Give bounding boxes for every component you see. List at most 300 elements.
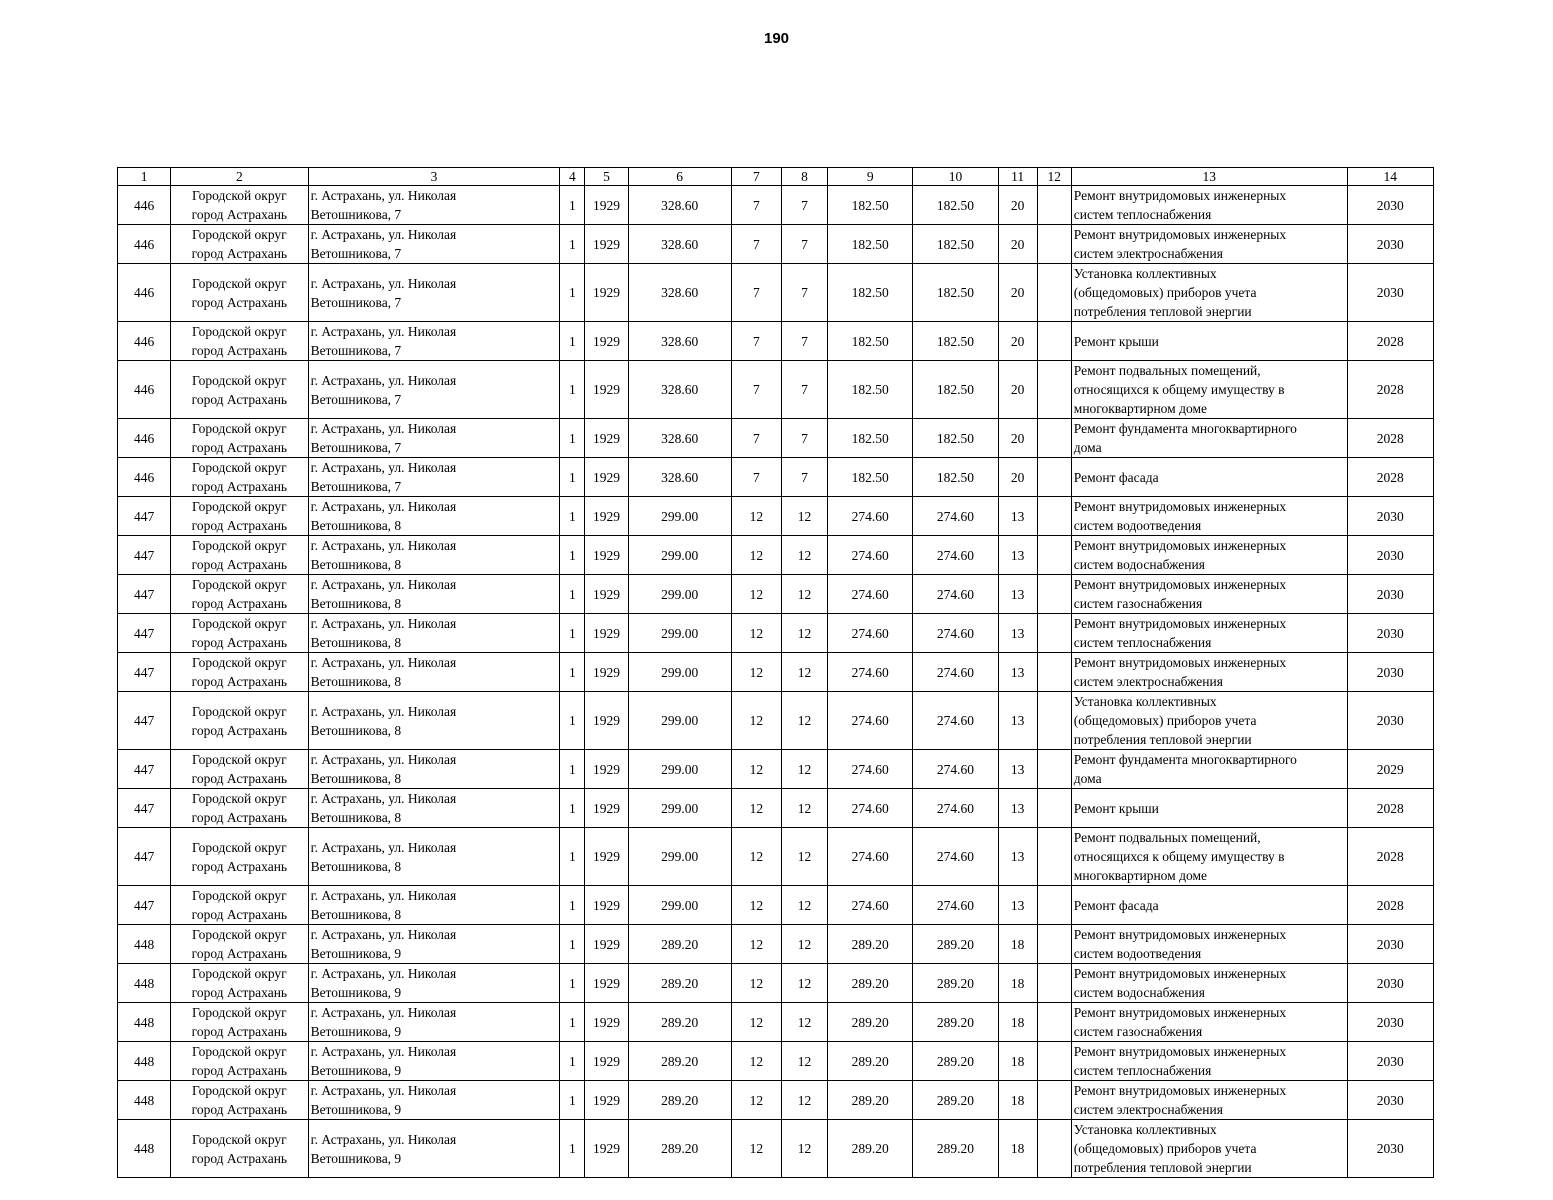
work-type-cell: Ремонт внутридомовых инженерных систем электроснабжения (1071, 1081, 1347, 1120)
address-cell: г. Астрахань, ул. Николая Ветошникова, 8 (308, 789, 560, 828)
build-year-cell: 1929 (585, 692, 628, 750)
column-4-cell: 1 (560, 653, 585, 692)
column-4-cell: 1 (560, 1042, 585, 1081)
municipality-cell: Городской округ город Астрахань (171, 1003, 308, 1042)
column-12-cell (1037, 264, 1071, 322)
planned-year-cell: 2030 (1347, 264, 1433, 322)
total-area-cell: 289.20 (628, 1003, 731, 1042)
build-year-cell: 1929 (585, 186, 628, 225)
column-10-cell: 182.50 (913, 225, 998, 264)
column-header: 11 (998, 168, 1037, 186)
column-8-cell: 12 (781, 653, 827, 692)
column-10-cell: 274.60 (913, 653, 998, 692)
address-cell: г. Астрахань, ул. Николая Ветошникова, 8 (308, 828, 560, 886)
row-number-cell: 446 (118, 186, 171, 225)
column-10-cell: 274.60 (913, 828, 998, 886)
column-8-cell: 12 (781, 1120, 827, 1178)
work-type-cell: Ремонт фасада (1071, 458, 1347, 497)
column-8-cell: 12 (781, 886, 827, 925)
column-12-cell (1037, 1003, 1071, 1042)
total-area-cell: 299.00 (628, 536, 731, 575)
address-cell: г. Астрахань, ул. Николая Ветошникова, 8 (308, 614, 560, 653)
column-4-cell: 1 (560, 264, 585, 322)
column-11-cell: 18 (998, 1003, 1037, 1042)
total-area-cell: 299.00 (628, 653, 731, 692)
column-12-cell (1037, 653, 1071, 692)
column-10-cell: 274.60 (913, 614, 998, 653)
build-year-cell: 1929 (585, 925, 628, 964)
column-7-cell: 12 (731, 692, 781, 750)
municipality-cell: Городской округ город Астрахань (171, 575, 308, 614)
address-cell: г. Астрахань, ул. Николая Ветошникова, 8 (308, 536, 560, 575)
column-7-cell: 7 (731, 264, 781, 322)
municipality-cell: Городской округ город Астрахань (171, 1120, 308, 1178)
column-8-cell: 12 (781, 964, 827, 1003)
build-year-cell: 1929 (585, 536, 628, 575)
column-7-cell: 12 (731, 925, 781, 964)
address-cell: г. Астрахань, ул. Николая Ветошникова, 9 (308, 964, 560, 1003)
column-10-cell: 182.50 (913, 186, 998, 225)
address-cell: г. Астрахань, ул. Николая Ветошникова, 9 (308, 1003, 560, 1042)
work-type-cell: Ремонт внутридомовых инженерных систем водоснабжения (1071, 536, 1347, 575)
column-4-cell: 1 (560, 925, 585, 964)
column-7-cell: 12 (731, 1042, 781, 1081)
column-11-cell: 20 (998, 322, 1037, 361)
build-year-cell: 1929 (585, 225, 628, 264)
column-11-cell: 20 (998, 264, 1037, 322)
column-header: 4 (560, 168, 585, 186)
column-11-cell: 20 (998, 458, 1037, 497)
planned-year-cell: 2028 (1347, 419, 1433, 458)
column-header: 2 (171, 168, 308, 186)
row-number-cell: 446 (118, 322, 171, 361)
column-4-cell: 1 (560, 536, 585, 575)
address-cell: г. Астрахань, ул. Николая Ветошникова, 7 (308, 186, 560, 225)
total-area-cell: 299.00 (628, 614, 731, 653)
planned-year-cell: 2030 (1347, 925, 1433, 964)
column-9-cell: 289.20 (828, 1003, 913, 1042)
work-type-cell: Ремонт крыши (1071, 322, 1347, 361)
table-row (118, 186, 1434, 225)
total-area-cell: 299.00 (628, 886, 731, 925)
column-7-cell: 7 (731, 361, 781, 419)
column-11-cell: 18 (998, 964, 1037, 1003)
column-header: 7 (731, 168, 781, 186)
planned-year-cell: 2028 (1347, 789, 1433, 828)
column-12-cell (1037, 925, 1071, 964)
column-7-cell: 7 (731, 458, 781, 497)
column-11-cell: 20 (998, 225, 1037, 264)
column-11-cell: 13 (998, 653, 1037, 692)
column-11-cell: 13 (998, 828, 1037, 886)
table-row (118, 322, 1434, 361)
row-number-cell: 448 (118, 1003, 171, 1042)
planned-year-cell: 2030 (1347, 186, 1433, 225)
build-year-cell: 1929 (585, 361, 628, 419)
column-12-cell (1037, 1042, 1071, 1081)
table-row (118, 1081, 1434, 1120)
build-year-cell: 1929 (585, 1042, 628, 1081)
column-12-cell (1037, 575, 1071, 614)
table-row (118, 614, 1434, 653)
work-type-cell: Ремонт внутридомовых инженерных систем электроснабжения (1071, 653, 1347, 692)
column-4-cell: 1 (560, 419, 585, 458)
column-7-cell: 7 (731, 419, 781, 458)
column-12-cell (1037, 614, 1071, 653)
column-4-cell: 1 (560, 225, 585, 264)
column-8-cell: 12 (781, 497, 827, 536)
column-4-cell: 1 (560, 361, 585, 419)
table-row (118, 964, 1434, 1003)
planned-year-cell: 2028 (1347, 361, 1433, 419)
column-12-cell (1037, 225, 1071, 264)
planned-year-cell: 2028 (1347, 458, 1433, 497)
municipality-cell: Городской округ город Астрахань (171, 828, 308, 886)
municipality-cell: Городской округ город Астрахань (171, 264, 308, 322)
build-year-cell: 1929 (585, 1003, 628, 1042)
row-number-cell: 447 (118, 886, 171, 925)
planned-year-cell: 2028 (1347, 322, 1433, 361)
column-8-cell: 7 (781, 458, 827, 497)
address-cell: г. Астрахань, ул. Николая Ветошникова, 7 (308, 419, 560, 458)
column-4-cell: 1 (560, 828, 585, 886)
column-9-cell: 274.60 (828, 692, 913, 750)
column-10-cell: 182.50 (913, 322, 998, 361)
column-8-cell: 12 (781, 1003, 827, 1042)
table-row (118, 789, 1434, 828)
column-7-cell: 12 (731, 536, 781, 575)
column-header: 5 (585, 168, 628, 186)
column-10-cell: 182.50 (913, 458, 998, 497)
total-area-cell: 328.60 (628, 458, 731, 497)
address-cell: г. Астрахань, ул. Николая Ветошникова, 9 (308, 1120, 560, 1178)
table-row (118, 828, 1434, 886)
column-4-cell: 1 (560, 186, 585, 225)
municipality-cell: Городской округ город Астрахань (171, 225, 308, 264)
municipality-cell: Городской округ город Астрахань (171, 322, 308, 361)
planned-year-cell: 2030 (1347, 653, 1433, 692)
column-12-cell (1037, 536, 1071, 575)
column-8-cell: 7 (781, 225, 827, 264)
column-4-cell: 1 (560, 575, 585, 614)
address-cell: г. Астрахань, ул. Николая Ветошникова, 9 (308, 1042, 560, 1081)
column-12-cell (1037, 789, 1071, 828)
work-type-cell: Ремонт фасада (1071, 886, 1347, 925)
column-9-cell: 274.60 (828, 536, 913, 575)
build-year-cell: 1929 (585, 1120, 628, 1178)
column-12-cell (1037, 322, 1071, 361)
repair-schedule-table (117, 167, 1434, 1178)
municipality-cell: Городской округ город Астрахань (171, 886, 308, 925)
work-type-cell: Ремонт внутридомовых инженерных систем теплоснабжения (1071, 614, 1347, 653)
table-row (118, 750, 1434, 789)
work-type-cell: Ремонт внутридомовых инженерных систем водоотведения (1071, 497, 1347, 536)
row-number-cell: 447 (118, 614, 171, 653)
address-cell: г. Астрахань, ул. Николая Ветошникова, 7 (308, 225, 560, 264)
column-11-cell: 18 (998, 1081, 1037, 1120)
column-4-cell: 1 (560, 614, 585, 653)
column-10-cell: 289.20 (913, 1081, 998, 1120)
table-row (118, 925, 1434, 964)
total-area-cell: 289.20 (628, 1120, 731, 1178)
total-area-cell: 299.00 (628, 497, 731, 536)
column-7-cell: 12 (731, 1081, 781, 1120)
municipality-cell: Городской округ город Астрахань (171, 361, 308, 419)
build-year-cell: 1929 (585, 575, 628, 614)
column-10-cell: 274.60 (913, 497, 998, 536)
column-8-cell: 12 (781, 692, 827, 750)
row-number-cell: 448 (118, 964, 171, 1003)
municipality-cell: Городской округ город Астрахань (171, 1042, 308, 1081)
column-12-cell (1037, 750, 1071, 789)
row-number-cell: 447 (118, 828, 171, 886)
row-number-cell: 447 (118, 750, 171, 789)
column-7-cell: 12 (731, 886, 781, 925)
column-4-cell: 1 (560, 886, 585, 925)
table-row (118, 886, 1434, 925)
column-7-cell: 12 (731, 964, 781, 1003)
row-number-cell: 446 (118, 458, 171, 497)
column-11-cell: 13 (998, 886, 1037, 925)
table-row (118, 458, 1434, 497)
column-header: 8 (781, 168, 827, 186)
work-type-cell: Ремонт внутридомовых инженерных систем теплоснабжения (1071, 1042, 1347, 1081)
column-9-cell: 182.50 (828, 419, 913, 458)
column-9-cell: 274.60 (828, 653, 913, 692)
build-year-cell: 1929 (585, 750, 628, 789)
column-9-cell: 182.50 (828, 322, 913, 361)
column-11-cell: 18 (998, 1120, 1037, 1178)
work-type-cell: Установка коллективных (общедомовых) приборов учета потребления тепловой энергии (1071, 264, 1347, 322)
work-type-cell: Установка коллективных (общедомовых) приборов учета потребления тепловой энергии (1071, 692, 1347, 750)
total-area-cell: 299.00 (628, 575, 731, 614)
address-cell: г. Астрахань, ул. Николая Ветошникова, 8 (308, 575, 560, 614)
table-row (118, 1042, 1434, 1081)
row-number-cell: 447 (118, 497, 171, 536)
column-header: 10 (913, 168, 998, 186)
column-7-cell: 12 (731, 1120, 781, 1178)
planned-year-cell: 2030 (1347, 536, 1433, 575)
total-area-cell: 328.60 (628, 419, 731, 458)
total-area-cell: 289.20 (628, 1042, 731, 1081)
total-area-cell: 299.00 (628, 789, 731, 828)
column-9-cell: 182.50 (828, 225, 913, 264)
column-8-cell: 7 (781, 186, 827, 225)
column-11-cell: 13 (998, 497, 1037, 536)
work-type-cell: Ремонт подвальных помещений, относящихся к общему имуществу в многоквартирном доме (1071, 361, 1347, 419)
row-number-cell: 448 (118, 1042, 171, 1081)
build-year-cell: 1929 (585, 1081, 628, 1120)
work-type-cell: Ремонт внутридомовых инженерных систем газоснабжения (1071, 1003, 1347, 1042)
column-9-cell: 289.20 (828, 925, 913, 964)
municipality-cell: Городской округ город Астрахань (171, 186, 308, 225)
build-year-cell: 1929 (585, 497, 628, 536)
total-area-cell: 289.20 (628, 1081, 731, 1120)
row-number-cell: 446 (118, 361, 171, 419)
row-number-cell: 447 (118, 789, 171, 828)
column-9-cell: 274.60 (828, 828, 913, 886)
planned-year-cell: 2030 (1347, 225, 1433, 264)
planned-year-cell: 2030 (1347, 497, 1433, 536)
column-header: 3 (308, 168, 560, 186)
address-cell: г. Астрахань, ул. Николая Ветошникова, 9 (308, 925, 560, 964)
row-number-cell: 447 (118, 575, 171, 614)
column-12-cell (1037, 186, 1071, 225)
column-8-cell: 12 (781, 1042, 827, 1081)
address-cell: г. Астрахань, ул. Николая Ветошникова, 8 (308, 497, 560, 536)
column-11-cell: 20 (998, 419, 1037, 458)
table-header-row (118, 168, 1434, 186)
work-type-cell: Ремонт внутридомовых инженерных систем теплоснабжения (1071, 186, 1347, 225)
column-8-cell: 12 (781, 750, 827, 789)
column-4-cell: 1 (560, 789, 585, 828)
page-number: 190 (763, 30, 790, 47)
column-4-cell: 1 (560, 750, 585, 789)
municipality-cell: Городской округ город Астрахань (171, 964, 308, 1003)
table-row (118, 536, 1434, 575)
row-number-cell: 448 (118, 925, 171, 964)
column-header: 1 (118, 168, 171, 186)
total-area-cell: 299.00 (628, 692, 731, 750)
municipality-cell: Городской округ город Астрахань (171, 925, 308, 964)
total-area-cell: 299.00 (628, 828, 731, 886)
column-12-cell (1037, 886, 1071, 925)
table-row (118, 1003, 1434, 1042)
column-10-cell: 289.20 (913, 1120, 998, 1178)
total-area-cell: 328.60 (628, 225, 731, 264)
column-8-cell: 12 (781, 925, 827, 964)
column-8-cell: 12 (781, 789, 827, 828)
column-4-cell: 1 (560, 1003, 585, 1042)
column-9-cell: 274.60 (828, 886, 913, 925)
build-year-cell: 1929 (585, 789, 628, 828)
column-header: 12 (1037, 168, 1071, 186)
column-8-cell: 7 (781, 419, 827, 458)
build-year-cell: 1929 (585, 419, 628, 458)
column-11-cell: 13 (998, 789, 1037, 828)
address-cell: г. Астрахань, ул. Николая Ветошникова, 7 (308, 361, 560, 419)
build-year-cell: 1929 (585, 886, 628, 925)
row-number-cell: 446 (118, 419, 171, 458)
column-7-cell: 12 (731, 653, 781, 692)
column-8-cell: 12 (781, 1081, 827, 1120)
column-10-cell: 289.20 (913, 925, 998, 964)
column-10-cell: 182.50 (913, 419, 998, 458)
column-7-cell: 12 (731, 750, 781, 789)
planned-year-cell: 2028 (1347, 828, 1433, 886)
column-11-cell: 20 (998, 361, 1037, 419)
table-row (118, 575, 1434, 614)
municipality-cell: Городской округ город Астрахань (171, 750, 308, 789)
column-4-cell: 1 (560, 322, 585, 361)
column-9-cell: 289.20 (828, 964, 913, 1003)
table-row (118, 225, 1434, 264)
column-header: 14 (1347, 168, 1433, 186)
address-cell: г. Астрахань, ул. Николая Ветошникова, 8 (308, 750, 560, 789)
column-12-cell (1037, 1120, 1071, 1178)
work-type-cell: Ремонт фундамента многоквартирного дома (1071, 750, 1347, 789)
work-type-cell: Ремонт подвальных помещений, относящихся к общему имуществу в многоквартирном доме (1071, 828, 1347, 886)
address-cell: г. Астрахань, ул. Николая Ветошникова, 8 (308, 692, 560, 750)
total-area-cell: 299.00 (628, 750, 731, 789)
column-header: 13 (1071, 168, 1347, 186)
column-9-cell: 274.60 (828, 614, 913, 653)
planned-year-cell: 2030 (1347, 1081, 1433, 1120)
column-8-cell: 12 (781, 614, 827, 653)
row-number-cell: 447 (118, 536, 171, 575)
planned-year-cell: 2030 (1347, 1120, 1433, 1178)
build-year-cell: 1929 (585, 322, 628, 361)
address-cell: г. Астрахань, ул. Николая Ветошникова, 8 (308, 886, 560, 925)
column-11-cell: 13 (998, 575, 1037, 614)
table-row (118, 361, 1434, 419)
municipality-cell: Городской округ город Астрахань (171, 692, 308, 750)
column-10-cell: 274.60 (913, 750, 998, 789)
row-number-cell: 446 (118, 264, 171, 322)
row-number-cell: 448 (118, 1120, 171, 1178)
column-4-cell: 1 (560, 964, 585, 1003)
column-8-cell: 12 (781, 575, 827, 614)
build-year-cell: 1929 (585, 458, 628, 497)
column-9-cell: 182.50 (828, 458, 913, 497)
build-year-cell: 1929 (585, 964, 628, 1003)
column-8-cell: 7 (781, 361, 827, 419)
column-11-cell: 13 (998, 750, 1037, 789)
build-year-cell: 1929 (585, 653, 628, 692)
planned-year-cell: 2030 (1347, 692, 1433, 750)
column-9-cell: 182.50 (828, 186, 913, 225)
column-9-cell: 274.60 (828, 750, 913, 789)
table-row (118, 497, 1434, 536)
column-9-cell: 274.60 (828, 575, 913, 614)
planned-year-cell: 2028 (1347, 886, 1433, 925)
column-7-cell: 12 (731, 828, 781, 886)
planned-year-cell: 2030 (1347, 614, 1433, 653)
column-7-cell: 7 (731, 225, 781, 264)
municipality-cell: Городской округ город Астрахань (171, 458, 308, 497)
column-10-cell: 274.60 (913, 536, 998, 575)
municipality-cell: Городской округ город Астрахань (171, 419, 308, 458)
column-9-cell: 182.50 (828, 361, 913, 419)
work-type-cell: Ремонт внутридомовых инженерных систем электроснабжения (1071, 225, 1347, 264)
column-8-cell: 7 (781, 322, 827, 361)
column-9-cell: 289.20 (828, 1120, 913, 1178)
work-type-cell: Ремонт внутридомовых инженерных систем водоотведения (1071, 925, 1347, 964)
planned-year-cell: 2030 (1347, 1003, 1433, 1042)
municipality-cell: Городской округ город Астрахань (171, 536, 308, 575)
address-cell: г. Астрахань, ул. Николая Ветошникова, 7 (308, 458, 560, 497)
column-7-cell: 12 (731, 614, 781, 653)
column-9-cell: 274.60 (828, 497, 913, 536)
build-year-cell: 1929 (585, 828, 628, 886)
column-12-cell (1037, 458, 1071, 497)
column-header: 9 (828, 168, 913, 186)
column-11-cell: 18 (998, 925, 1037, 964)
row-number-cell: 447 (118, 692, 171, 750)
build-year-cell: 1929 (585, 614, 628, 653)
municipality-cell: Городской округ город Астрахань (171, 1081, 308, 1120)
column-10-cell: 274.60 (913, 575, 998, 614)
column-8-cell: 12 (781, 828, 827, 886)
row-number-cell: 448 (118, 1081, 171, 1120)
column-10-cell: 274.60 (913, 789, 998, 828)
column-4-cell: 1 (560, 458, 585, 497)
municipality-cell: Городской округ город Астрахань (171, 789, 308, 828)
column-9-cell: 289.20 (828, 1042, 913, 1081)
table-row (118, 692, 1434, 750)
column-11-cell: 13 (998, 536, 1037, 575)
column-7-cell: 7 (731, 186, 781, 225)
